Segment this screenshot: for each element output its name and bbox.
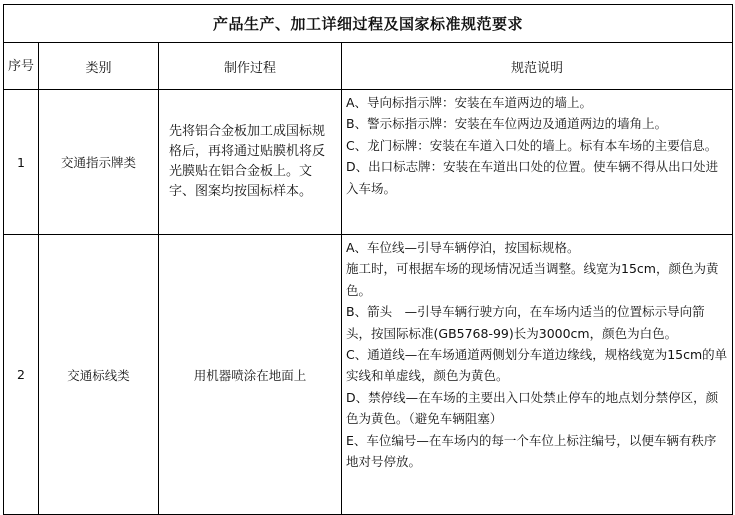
row-spec [342, 90, 733, 235]
row-category: 交通标线类 [39, 235, 159, 515]
row-process: 用机器喷涂在地面上 [159, 235, 342, 515]
row-category: 交通指示牌类 [39, 90, 159, 235]
spec-line: E、车位编号—在车场内的每一个车位上标注编号，以便车辆有秩序地对号停放。 [346, 432, 717, 470]
row-seq: 2 [4, 235, 39, 515]
spec-line: B、警示标指示牌：安装在车位两边及通道两边的墙角上。 [346, 116, 668, 132]
row-spec [342, 235, 733, 515]
spec-line: B、箭头 —引导车辆行驶方向，在车场内适当的位置标示导向箭头，按国际标准(GB5768-99)长为3000cm，颜色为白色。 [346, 304, 705, 341]
spec-line: C、龙门标牌：安装在车道入口处的墙上。标有本车场的主要信息。 [346, 137, 718, 153]
header-spec: 规范说明 [342, 43, 733, 90]
header-seq [4, 43, 39, 90]
spec-line: A、车位线—引导车辆停泊，按国标规格。 [346, 240, 580, 255]
spec-line: C、通道线—在车场通道两侧划分车道边缘线，规格线宽为15cm的单实线和单虚线，颜色为黄色。 [346, 347, 728, 384]
row-process: 先将铝合金板加工成国标规格后，再将通过贴膜机将反光膜贴在铝合金板上。文字、图案均按国标样本。 [159, 90, 342, 235]
table-row [4, 90, 733, 235]
standards-table [3, 4, 733, 515]
spec-line: 施工时，可根据车场的现场情况适当调整。线宽为15cm，颜色为黄色。 [346, 261, 719, 298]
header-process: 制作过程 [159, 43, 342, 90]
row-seq: 1 [4, 90, 39, 235]
spec-line: A、导向标指示牌：安装在车道两边的墙上。 [346, 95, 593, 110]
table-title: 产品生产、加工详细过程及国家标准规范要求 [4, 5, 733, 43]
spec-document [3, 4, 732, 512]
header-category: 类别 [39, 43, 159, 90]
spec-line: D、出口标志牌：安装在车道出口处的位置。使车辆不得从出口处进入车场。 [346, 159, 719, 196]
spec-line: D、禁停线—在车场的主要出入口处禁止停车的地点划分禁停区，颜色为黄色。（避免车辆阻塞） [346, 389, 719, 427]
table-row [4, 235, 733, 515]
header-row [4, 43, 733, 90]
header-seq-label: 序号 [7, 58, 34, 74]
